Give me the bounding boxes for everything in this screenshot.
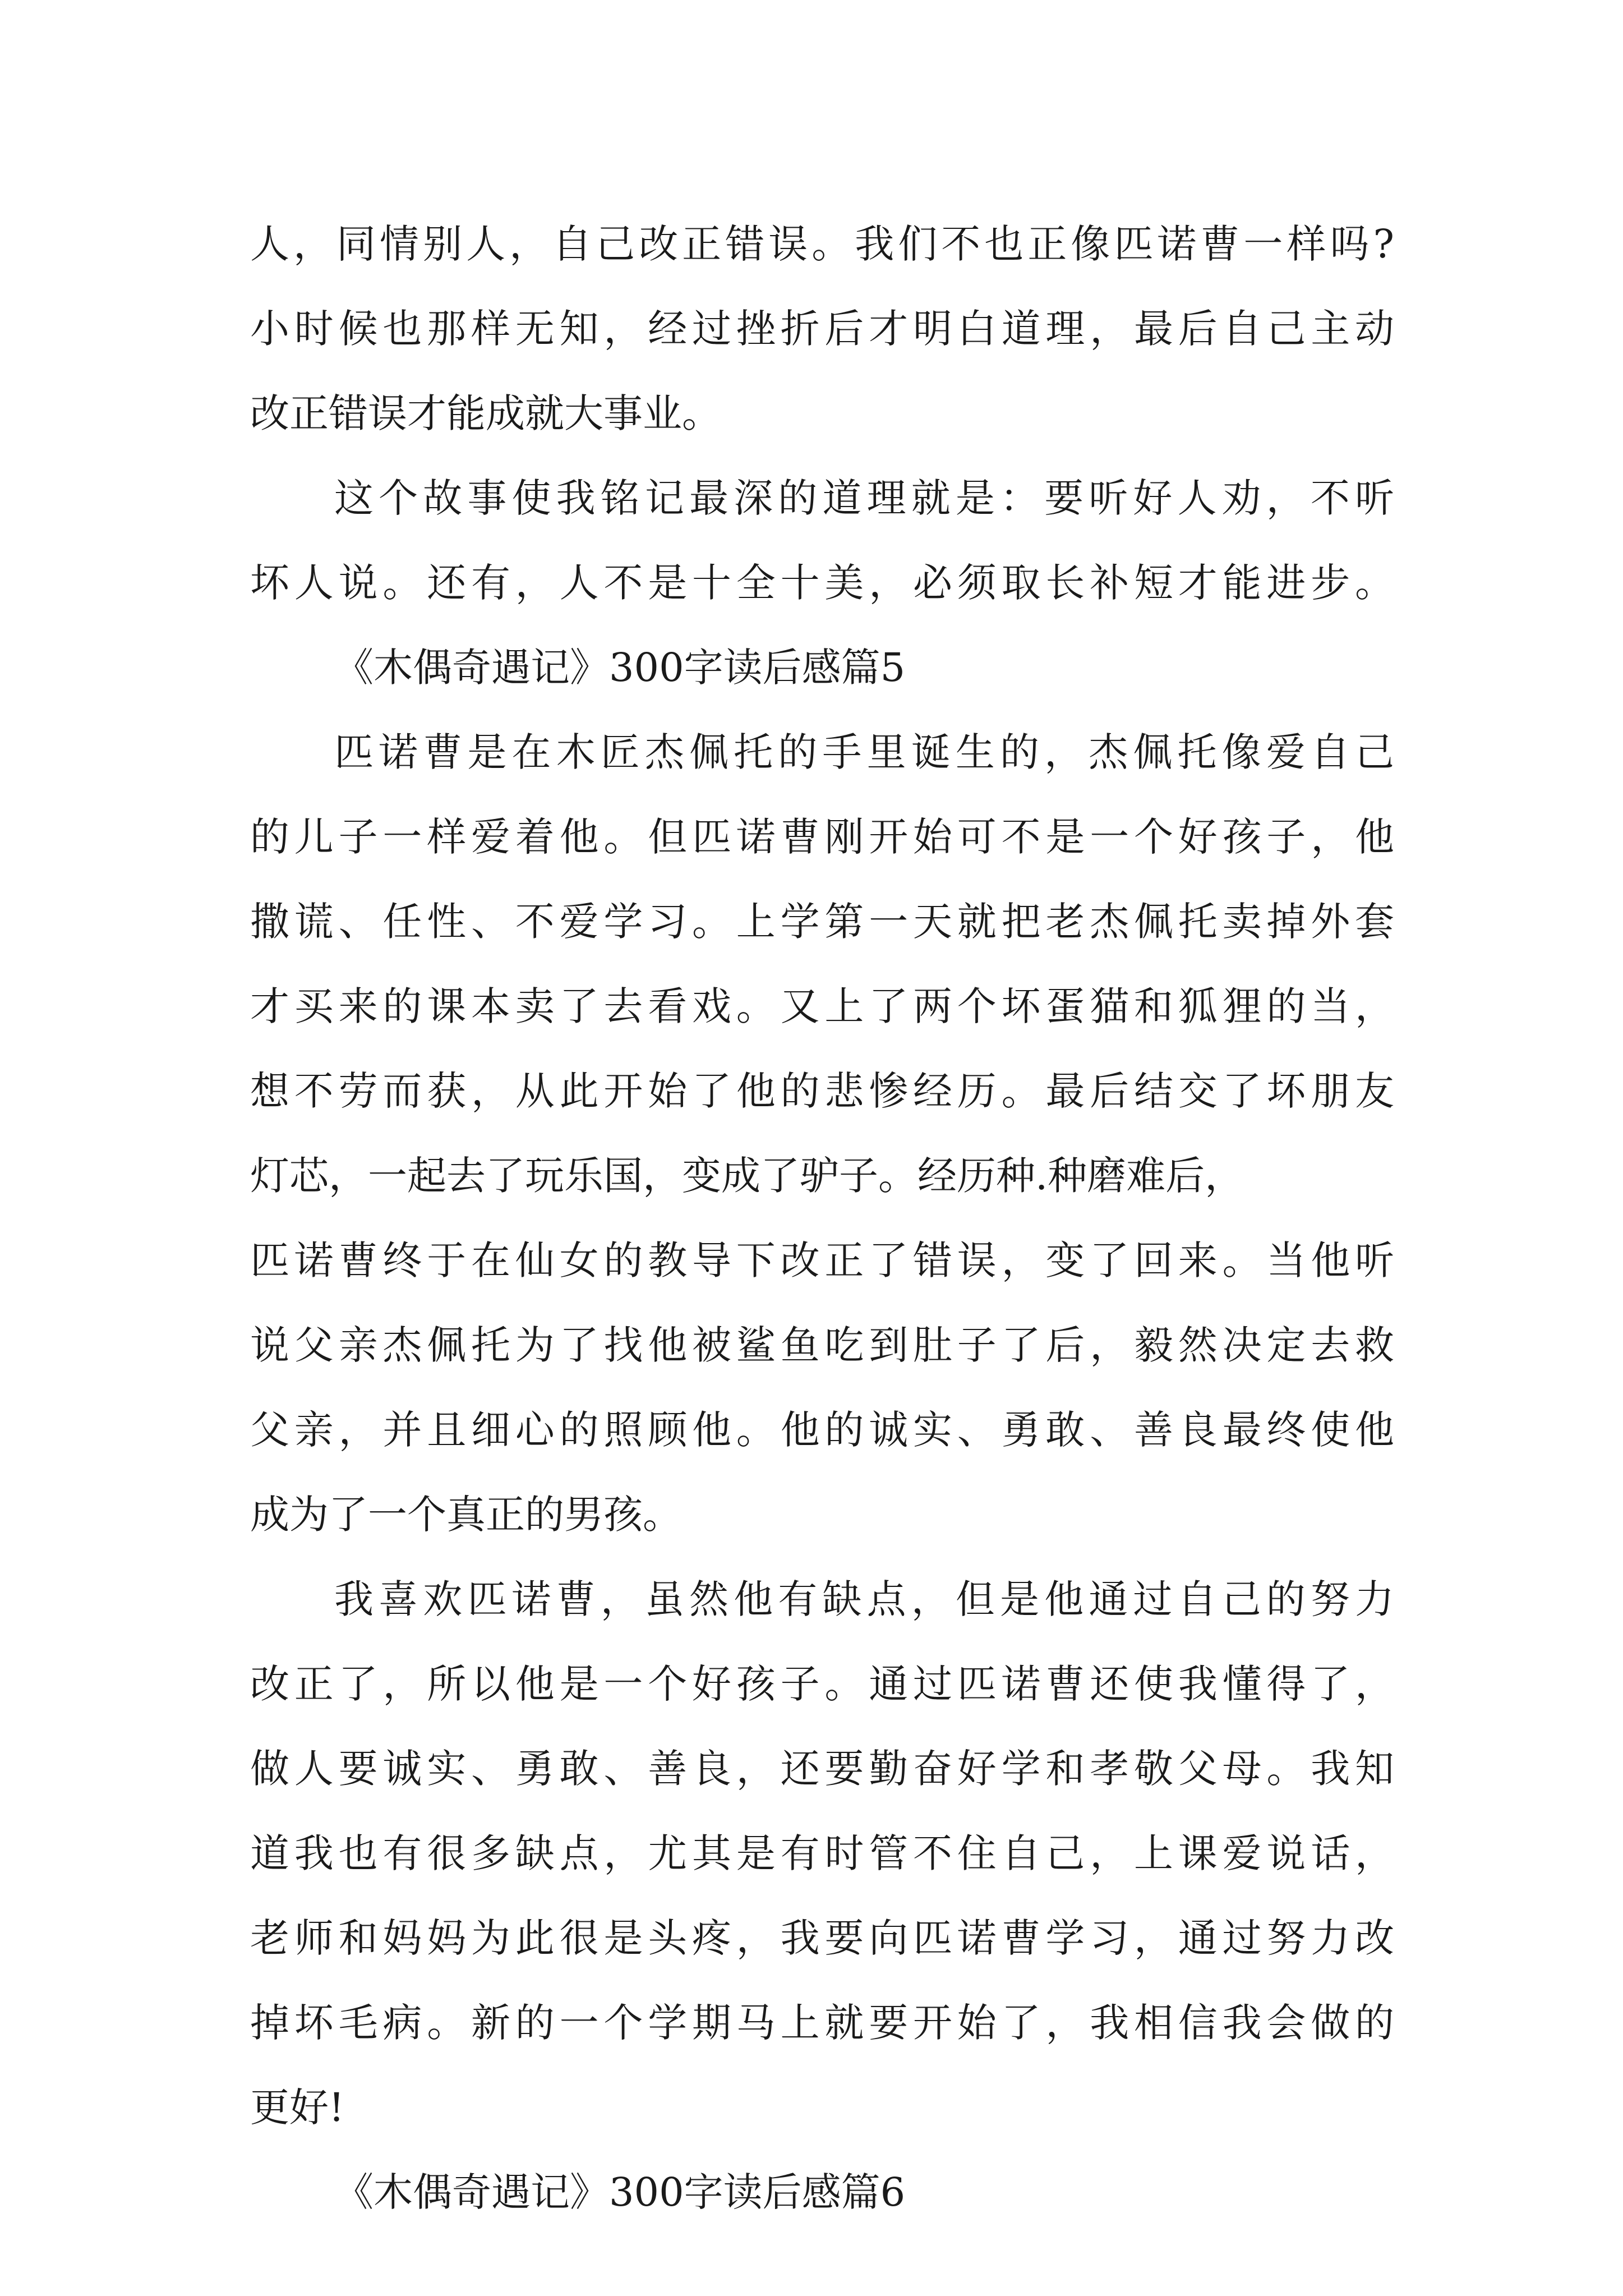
paragraph-start: 匹诺曹是在木匠杰佩托的手里诞生的，杰佩托像爱自己 xyxy=(334,729,1394,775)
section-heading: 《木偶奇遇记》300字读后感篇5 xyxy=(334,645,906,691)
text-line: 掉坏毛病。新的一个学期马上就要开始了，我相信我会做的 xyxy=(250,2000,1394,2046)
paragraph-start: 我喜欢匹诺曹，虽然他有缺点，但是他通过自己的努力 xyxy=(334,1576,1394,1622)
text-line: 改正了，所以他是一个好孩子。通过匹诺曹还使我懂得了， xyxy=(250,1661,1394,1707)
paragraph-start: 这个故事使我铭记最深的道理就是：要听好人劝，不听 xyxy=(334,475,1394,521)
text-line: 道我也有很多缺点，尤其是有时管不住自己，上课爱说话， xyxy=(250,1830,1394,1876)
text-line: 父亲，并且细心的照顾他。他的诚实、勇敢、善良最终使他 xyxy=(250,1407,1394,1453)
text-line: 的儿子一样爱着他。但匹诺曹刚开始可不是一个好孩子，他 xyxy=(250,814,1394,860)
text-line: 说父亲杰佩托为了找他被鲨鱼吃到肚子了后，毅然决定去救 xyxy=(250,1322,1394,1368)
text-line: 匹诺曹终于在仙女的教导下改正了错误，变了回来。当他听 xyxy=(250,1237,1394,1283)
text-line: 老师和妈妈为此很是头疼，我要向匹诺曹学习，通过努力改 xyxy=(250,1915,1394,1961)
document-body xyxy=(250,202,1394,2235)
text-line: 才买来的课本卖了去看戏。又上了两个坏蛋猫和狐狸的当， xyxy=(250,983,1394,1029)
text-line: 灯芯，一起去了玩乐国，变成了驴子。经历种.种磨难后， xyxy=(250,1153,1244,1199)
text-line: 更好! xyxy=(250,2085,345,2131)
text-line: 改正错误才能成就大事业。 xyxy=(250,390,721,436)
text-line: 小时候也那样无知，经过挫折后才明白道理，最后自己主动 xyxy=(250,306,1394,352)
text-line: 做人要诚实、勇敢、善良，还要勤奋好学和孝敬父母。我知 xyxy=(250,1746,1394,1792)
section-heading: 《木偶奇遇记》300字读后感篇6 xyxy=(334,2169,906,2215)
text-line: 人，同情别人，自己改正错误。我们不也正像匹诺曹一样吗? xyxy=(250,221,1394,267)
text-line: 成为了一个真正的男孩。 xyxy=(250,1492,682,1538)
text-line: 撒谎、任性、不爱学习。上学第一天就把老杰佩托卖掉外套 xyxy=(250,899,1394,945)
text-line: 想不劳而获，从此开始了他的悲惨经历。最后结交了坏朋友 xyxy=(250,1068,1394,1114)
text-line: 坏人说。还有，人不是十全十美，必须取长补短才能进步。 xyxy=(250,560,1394,606)
